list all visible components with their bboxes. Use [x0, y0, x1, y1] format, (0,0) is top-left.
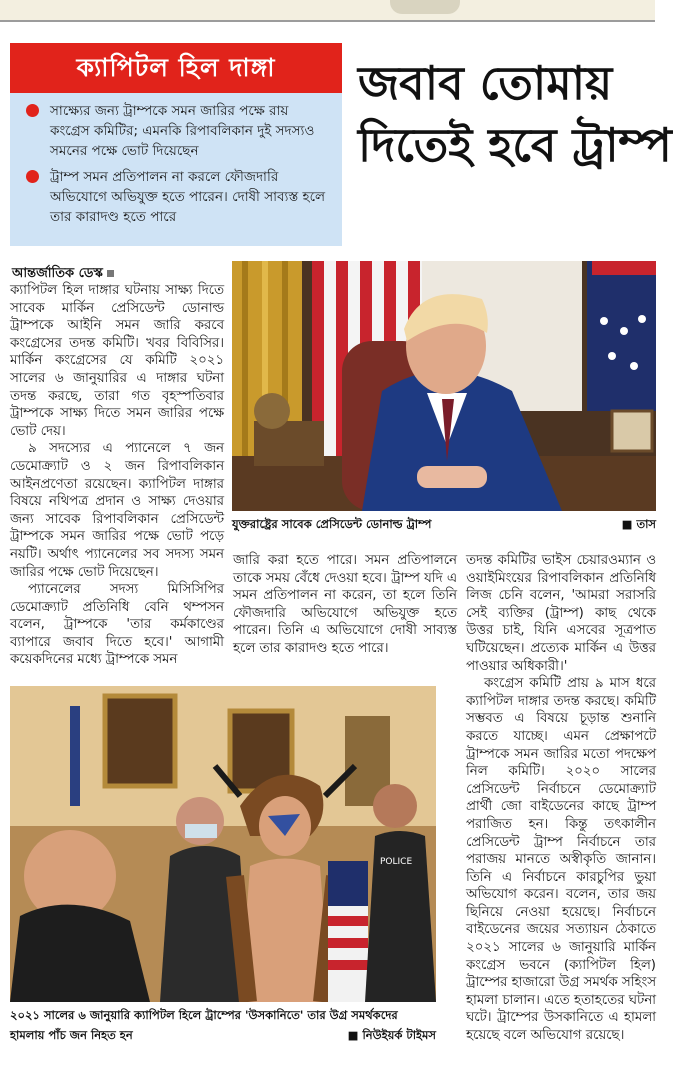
bullet-dot-icon: [26, 170, 39, 183]
summary-point: [22, 167, 330, 227]
caption-line-1: ২০২১ সালের ৬ জানুয়ারি ক্যাপিটল হিলে ট্রাম্পের 'উসকানিতে' তার উগ্র সমর্থকদের: [10, 1008, 398, 1022]
summary-point: [22, 101, 330, 161]
article-paragraph: প্যানেলের সদস্য মিসিসিপির ডেমোক্র্যাট প্রতিনিধি বেনি থম্পসন বলেন, ট্রাম্পকে 'তার কর্মকাণ্ডের ব্যাপারে জবাব দিতে হবে।' আগামী কয়েকদিনের মধ্যে ট্রাম্পকে সমন: [10, 582, 224, 668]
photo-credit: ■ নিউইয়র্ক টাইমস: [347, 1028, 436, 1042]
article-paragraph: ৯ সদস্যের এ প্যানেলে ৭ জন ডেমোক্র্যাট ও ২ জন রিপাবলিকান আইনপ্রণেতা রয়েছেন। ক্যাপিটল দাঙ্গার বিষয়ে নথিপত্র প্রদান ও সাক্ষ্য দেওয়ার জন্য সাবেক রিপাবলিকান প্রেসিডেন্ট ট্রাম্পকে সমন জারির পক্ষে ভোট পড়ে নয়টি। অর্থাৎ প্যানেলের সব সদস্য সমন জারির পক্ষে ভোট দিয়েছেন।: [10, 441, 224, 580]
headline: জবাব তোমায় দিতেই হবে ট্রাম্প: [358, 56, 672, 172]
bullet-dot-icon: [26, 104, 39, 117]
police-vest-text: POLICE: [380, 857, 413, 867]
top-page-strip: [0, 0, 688, 34]
caption-text: যুক্তরাষ্ট্রের সাবেক প্রেসিডেন্ট ডোনাল্ড ট্রাম্প: [232, 517, 432, 531]
summary-point-text: সাক্ষ্যের জন্য ট্রাম্পকে সমন জারির পক্ষে রায় কংগ্রেস কমিটির; এমনকি রিপাবলিকান দুই সদস্যও সমনের পক্ষে ভোট দিয়েছেন: [50, 103, 315, 159]
photo-credit-text: তাস: [636, 517, 656, 531]
byline-square-icon: [107, 270, 114, 277]
article-paragraph: জারি করা হতে পারে। সমন প্রতিপালনে তাকে সময় বেঁধে দেওয়া হবে। ট্রাম্প যদি এ সমন প্রতিপালন না করেন, তা হলে তিনি ফৌজদারি অভিযোগে অভিযুক্ত হতে পারেন। তিনি এ অভিযোগে দোষী সাব্যস্ত হলে তার কারাদণ্ড হতে পারে।: [233, 553, 457, 656]
capitol-riot-photo: [10, 686, 436, 1002]
byline-text: আন্তর্জাতিক ডেস্ক: [12, 266, 103, 281]
article-column-1: [10, 282, 224, 669]
trump-photo-caption: [232, 516, 656, 535]
caption-line-2-row: [10, 1025, 436, 1045]
summary-point-text: ট্রাম্প সমন প্রতিপালন না করলে ফৌজদারি অভিযোগে অভিযুক্ত হতে পারেন। দোষী সাব্যস্ত হলে তার কারাদণ্ড হতে পারে: [50, 169, 326, 225]
summary-title: ক্যাপিটল হিল দাঙ্গা: [10, 43, 342, 93]
article-column-2: [233, 552, 457, 658]
trump-photo-illustration: [232, 261, 656, 511]
article-column-3: [466, 552, 656, 1045]
photo-credit: ■ তাস: [621, 517, 656, 531]
article-paragraph: তদন্ত কমিটির ভাইস চেয়ারওম্যান ও ওয়াইমিংয়ের রিপাবলিকান প্রতিনিধি লিজ চেনি বলেন, 'আমরা সরাসরি সেই ব্যক্তির (ট্রাম্প) কাছ থেকে উত্তর চাই, যিনি এসবের সূত্রপাত ঘটিয়েছেন। প্রত্যেক মার্কিন এ উত্তর পাওয়ার অধিকারী।': [466, 553, 656, 674]
article-paragraph: ক্যাপিটল হিল দাঙ্গার ঘটনায় সাক্ষ্য দিতে সাবেক মার্কিন প্রেসিডেন্ট ডোনাল্ড ট্রাম্পকে আইনি সমন জারি করবে কংগ্রেসের তদন্ত কমিটি। খবর বিবিসির। মার্কিন কংগ্রেসের যে কমিটি ২০২১ সালের ৬ জানুয়ারির এ দাঙ্গার ঘটনা তদন্ত করছে, তারা গত বৃহস্পতিবার ট্রাম্পকে সাক্ষ্য দিতে সমন জারির পক্ষে ভোট দেয়।: [10, 283, 224, 439]
summary-box: [10, 43, 342, 246]
summary-list: [10, 93, 342, 227]
trump-photo: [232, 261, 656, 511]
header-bar: [0, 0, 655, 22]
article-paragraph: কংগ্রেস কমিটি প্রায় ৯ মাস ধরে ক্যাপিটল দাঙ্গার তদন্ত করছে। কমিটি সম্ভবত এ বিষয়ে চূড়ান্ত শুনানি করতে যাচ্ছে। এমন প্রেক্ষাপটে ট্রাম্পকে সমন জারির মতো পদক্ষেপ নিল কমিটি। ২০২০ সালের প্রেসিডেন্ট নির্বাচনে ডেমোক্র্যাট প্রার্থী জো বাইডেনের কাছে ট্রাম্প পরাজিত হন। কিন্তু তৎকালীন প্রেসিডেন্ট ট্রাম্প নির্বাচনে তার পরাজয় মানতে অস্বীকৃতি জানান। তিনি এ নির্বাচনে কারচুপির ভুয়া অভিযোগ করেন। বলেন, তার জয় ছিনিয়ে নেওয়া হয়েছে। নির্বাচনে বাইডেনের জয়ের সত্যায়ন ঠেকাতে ২০২১ সালের ৬ জানুয়ারি মার্কিন কংগ্রেস ভবনে (ক্যাপিটল হিল) ট্রাম্পের হাজারো উগ্র সমর্থক সহিংস হামলা চালান। এতে হতাহতের ঘটনা ঘটে। ট্রাম্পের উসকানিতে এ হামলা হয়েছে বলে অভিযোগ রয়েছে।: [466, 676, 656, 1044]
photo-credit-text: নিউইয়র্ক টাইমস: [362, 1028, 436, 1042]
header-tab: [390, 0, 460, 14]
caption-line-2: হামলায় পাঁচ জন নিহত হন: [10, 1028, 133, 1042]
capitol-photo-caption: [10, 1005, 436, 1045]
capitol-riot-illustration: [10, 686, 436, 1002]
